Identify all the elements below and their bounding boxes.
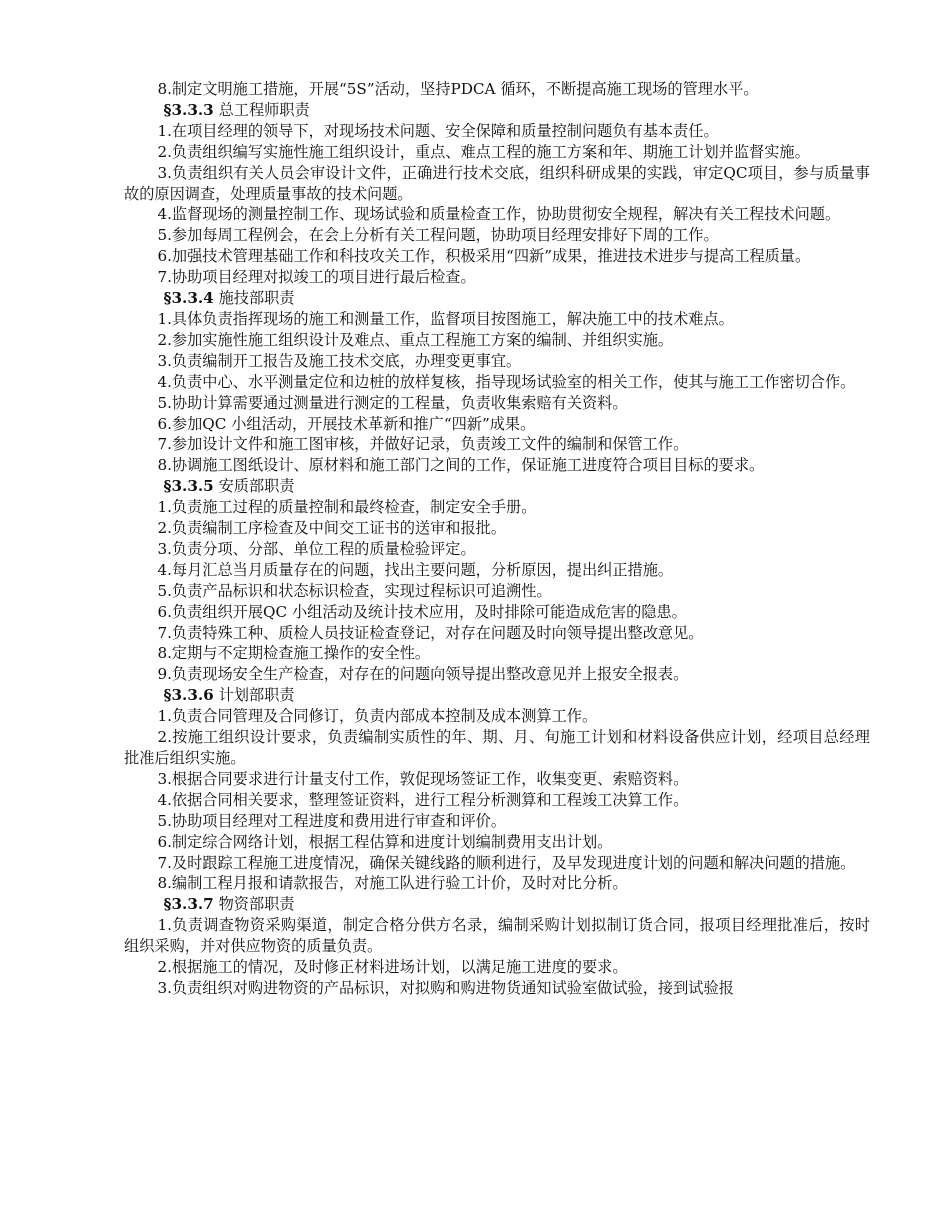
paragraph: 2.根据施工的情况，及时修正材料进场计划，以满足施工进度的要求。: [157, 958, 628, 977]
paragraph: 7.及时跟踪工程施工进度情况，确保关键线路的顺利进行，及早发现进度计划的问题和解决问题的措施。: [157, 853, 856, 872]
paragraph: 8.协调施工图纸设计、原材料和施工部门之间的工作，保证施工进度符合项目目标的要求。: [157, 456, 765, 475]
paragraph: 2.负责组织编写实施性施工组织设计，重点、难点工程的施工方案和年、期施工计划并监督实施。: [157, 142, 810, 161]
paragraph: 1.负责合同管理及合同修订，负责内部成本控制及成本测算工作。: [157, 707, 598, 726]
paragraph: 6.负责组织开展QC 小组活动及统计技术应用，及时排除可能造成危害的隐患。: [157, 602, 687, 621]
paragraph: 1.负责施工过程的质量控制和最终检查，制定安全手册。: [157, 498, 537, 517]
paragraph: 8.制定文明施工措施，开展“5S”活动，坚持PDCA 循环，不断提高施工现场的管理水平。: [157, 80, 759, 98]
paragraph: 7.协助项目经理对拟竣工的项目进行最后检查。: [157, 268, 476, 287]
section-title: 计划部职责: [218, 686, 295, 705]
paragraph: 5.协助计算需要通过测量进行测定的工程量，负责收集索赔有关资料。: [157, 393, 628, 412]
paragraph: 6.加强技术管理基础工作和科技攻关工作，积极采用“四新”成果，推进技术进步与提高工程质量。: [157, 247, 811, 266]
section-heading: [124, 894, 870, 915]
paragraph: 3.负责组织有关人员会审设计文件，正确进行技术交底，组织科研成果的实践，审定QC项目，参与质量事故的原因调查，处理质量事故的技术问题。: [124, 163, 870, 203]
section-title: 安质部职责: [218, 477, 295, 496]
section-number: §3.3.4: [163, 289, 214, 308]
paragraph: 2.负责编制工序检查及中间交工证书的送审和报批。: [157, 519, 507, 538]
paragraph: 7.负责特殊工种、质检人员技证检查登记，对存在问题及时向领导提出整改意见。: [157, 623, 704, 642]
paragraph: 2.参加实施性施工组织设计及难点、重点工程施工方案的编制、并组织实施。: [157, 330, 674, 349]
paragraph: 1.在项目经理的领导下，对现场技术问题、安全保障和质量控制问题负有基本责任。: [157, 121, 719, 140]
section-title: 总工程师职责: [218, 100, 310, 119]
section-title: 施技部职责: [218, 289, 295, 308]
section-heading: [124, 288, 870, 309]
section-number: §3.3.3: [163, 100, 214, 119]
paragraph: 5.负责产品标识和状态标识检查，实现过程标识可追溯性。: [157, 581, 552, 600]
paragraph: 4.负责中心、水平测量定位和边桩的放样复核，指导现场试验室的相关工作，使其与施工工作密切合作。: [157, 372, 856, 391]
section-title: 物资部职责: [218, 895, 295, 914]
paragraph: 6.制定综合网络计划，根据工程估算和进度计划编制费用支出计划。: [157, 832, 613, 851]
section-number: §3.3.6: [163, 686, 214, 705]
section-heading: [124, 685, 870, 706]
paragraph: 3.负责编制开工报告及施工技术交底，办理变更事宜。: [157, 351, 522, 370]
section-heading: [124, 100, 870, 121]
paragraph: 8.定期与不定期检查施工操作的安全性。: [157, 644, 431, 663]
document-page: [124, 79, 870, 999]
paragraph: 6.参加QC 小组活动，开展技术革新和推广“四新”成果。: [157, 414, 536, 433]
paragraph: 1.具体负责指挥现场的施工和测量工作，监督项目按图施工，解决施工中的技术难点。: [157, 309, 734, 328]
paragraph: 4.依据合同相关要求，整理签证资料，进行工程分析测算和工程竣工决算工作。: [157, 790, 689, 809]
section-heading: [124, 476, 870, 497]
paragraph: 5.协助项目经理对工程进度和费用进行审查和评价。: [157, 811, 507, 830]
paragraph: 3.负责组织对购进物资的产品标识，对拟购和购进物货通知试验室做试验，接到试验报: [157, 978, 734, 997]
section-number: §3.3.7: [163, 895, 214, 914]
paragraph: 3.负责分项、分部、单位工程的质量检验评定。: [157, 539, 476, 558]
paragraph: 5.参加每周工程例会，在会上分析有关工程问题，协助项目经理安排好下周的工作。: [157, 226, 719, 245]
paragraph: 2.按施工组织设计要求，负责编制实质性的年、期、月、旬施工计划和材料设备供应计划，经项目总经理批准后组织实施。: [124, 728, 870, 767]
paragraph: 3.根据合同要求进行计量支付工作，敦促现场签证工作，收集变更、索赔资料。: [157, 769, 689, 788]
paragraph: 8.编制工程月报和请款报告，对施工队进行验工计价，及时对比分析。: [157, 874, 628, 893]
paragraph: 7.参加设计文件和施工图审核，并做好记录，负责竣工文件的编制和保管工作。: [157, 435, 689, 454]
paragraph: 4.监督现场的测量控制工作、现场试验和质量检查工作，协助贯彻安全规程，解决有关工程技术问题。: [157, 205, 841, 224]
paragraph: 4.每月汇总当月质量存在的问题，找出主要问题，分析原因，提出纠正措施。: [157, 560, 674, 579]
paragraph: 1.负责调查物资采购渠道，制定合格分供方名录，编制采购计划拟制订货合同，报项目经理批准后，按时组织采购，并对供应物资的质量负责。: [124, 916, 870, 956]
section-number: §3.3.5: [163, 477, 214, 496]
paragraph: 9.负责现场安全生产检查，对存在的问题向领导提出整改意见并上报安全报表。: [157, 665, 689, 684]
